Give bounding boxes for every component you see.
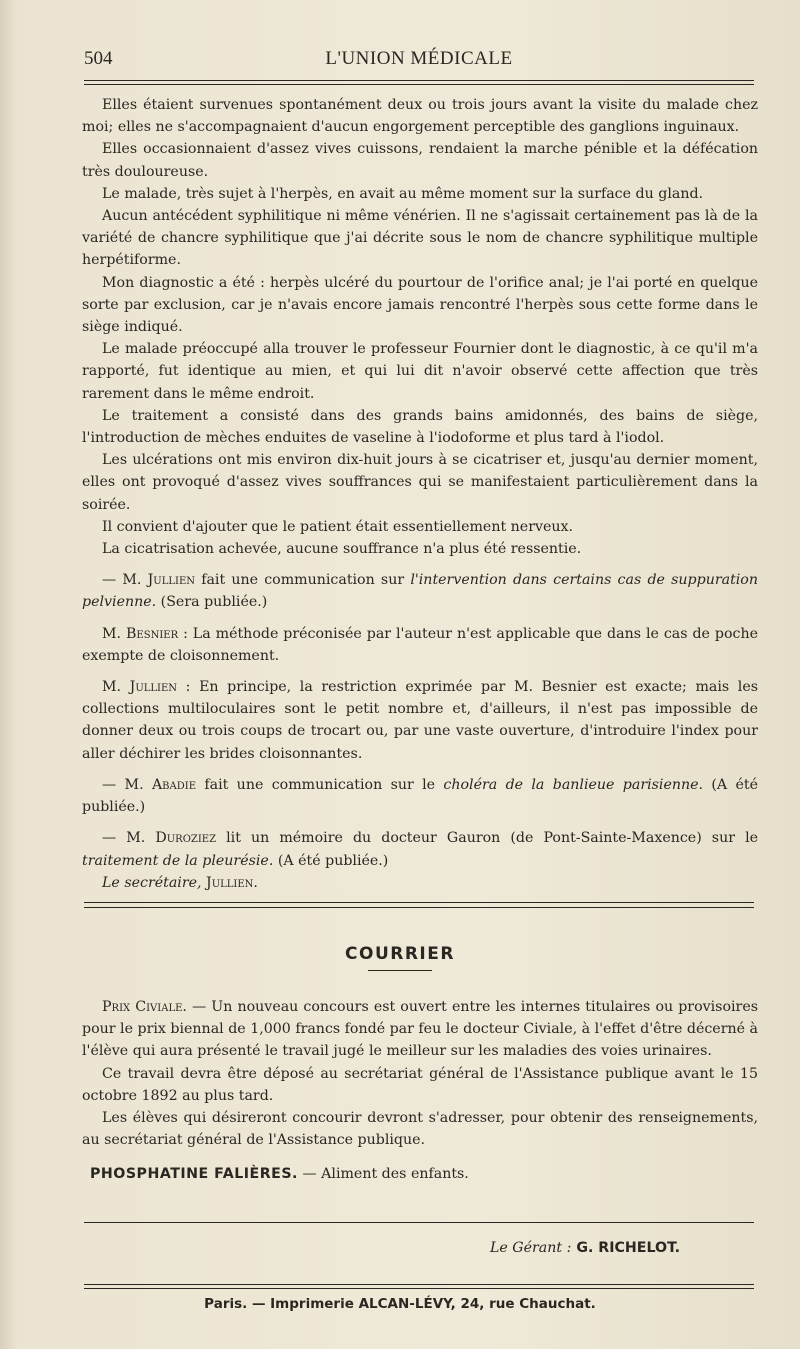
- paragraph: Aucun antécédent syphilitique ni même vénérien. Il ne s'agissait certainement pas là de la variété de chancre syphilitique que j'ai décrite sous le nom de chancre syphilitique multiple herpétiforme.: [82, 208, 758, 269]
- paragraph: Le traitement a consisté dans des grands bains amidonnés, des bains de siège, l'introduction de mèches enduites de vaseline à l'iodoforme et plus tard à l'iodol.: [82, 407, 758, 447]
- section-rule-thin: [84, 907, 754, 908]
- printer-imprint: Paris. — Imprimerie ALCAN-LÉVY, 24, rue Chauchat.: [204, 1296, 596, 1312]
- paragraph: Elles étaient survenues spontanément deux ou trois jours avant la visite du malade chez moi; elles ne s'accompagnaient d'aucun engorgement perceptible des ganglions inguinaux.: [82, 97, 758, 136]
- imprint-rule: [84, 1284, 754, 1285]
- courrier-underline: [368, 970, 432, 971]
- jullien-communication: — M. Jullien fait une communication sur l'intervention dans certains cas de suppuration pelvienne. (Sera publiée.): [82, 572, 758, 611]
- abadie-communication: — M. Abadie fait une communication sur le choléra de la banlieue parisienne. (A été publiée.): [82, 776, 759, 816]
- page-number: 504: [84, 48, 113, 69]
- paragraph: Il convient d'ajouter que le patient était essentiellement nerveux.: [102, 518, 574, 535]
- gerant-signature: Le Gérant : G. RICHELOT.: [489, 1240, 680, 1256]
- paragraph: Les ulcérations ont mis environ dix-huit jours à se cicatriser et, jusqu'au dernier moment, elles ont provoqué d'assez vives souffrances qui se manifestaient particulièrement dans la soirée.: [82, 452, 758, 513]
- communication-title: choléra de la banlieue parisienne.: [443, 776, 704, 793]
- courrier-body: [82, 996, 758, 1186]
- section-rule: [84, 902, 754, 903]
- speaker-name: Jullien: [147, 572, 196, 589]
- speaker-name: Besnier: [126, 625, 179, 642]
- paragraph: Le malade préoccupé alla trouver le professeur Fournier dont le diagnostic, à ce qu'il m'a rapporté, fut identique au mien, et qui lui dit n'avoir observé cette affection que très rarement dans le même endroit.: [82, 341, 758, 402]
- paragraph: Les élèves qui désireront concourir devront s'adresser, pour obtenir des renseignements, au secrétariat général de l'Assistance publique.: [82, 1110, 758, 1149]
- imprint-rule-thin: [84, 1288, 754, 1289]
- page-header: [84, 46, 754, 76]
- paragraph: Elles occasionnaient d'assez vives cuissons, rendaient la marche pénible et la défécation très douloureuse.: [82, 141, 758, 180]
- speaker-name: Duroziez: [155, 830, 217, 847]
- header-rule-thin: [84, 84, 754, 85]
- besnier-remark: M. Besnier : La méthode préconisée par l'auteur n'est applicable que dans le cas de poche exempte de cloisonnement.: [82, 625, 759, 664]
- prix-label: Prix Civiale.: [102, 999, 187, 1015]
- speaker-name: Jullien: [129, 679, 178, 696]
- duroziez-communication: — M. Duroziez lit un mémoire du docteur Gauron (de Pont-Sainte-Maxence) sur le traitement de la pleurésie. (A été publiée.): [82, 830, 758, 869]
- prix-civiale-paragraph: Prix Civiale. — Un nouveau concours est ouvert entre les internes titulaires ou provisoires pour le prix biennal de 1,000 francs fondé par feu le docteur Civiale, à l'effet d'être décerné à l'élève qui aura présenté le travail jugé le meilleur sur les maladies des voies urinaires.: [82, 999, 758, 1060]
- advertisement: PHOSPHATINE FALIÈRES. — Aliment des enfants.: [90, 1166, 469, 1183]
- paragraph: Le malade, très sujet à l'herpès, en avait au même moment sur la surface du gland.: [102, 185, 704, 202]
- secretary-signature: Le secrétaire, Jullien.: [102, 874, 258, 891]
- article-body: [82, 94, 758, 894]
- communication-title: l'intervention dans certains cas de suppuration pelvienne.: [82, 572, 758, 611]
- jullien-reply: M. Jullien : En principe, la restriction exprimée par M. Besnier est exacte; mais les collections multiloculaires sont le petit nombre et, d'ailleurs, il n'est pas impossible de donner deux ou trois coups de trocart ou, par une vaste ouverture, d'introduire l'index pour aller déchirer les brides cloisonnantes.: [82, 679, 758, 762]
- paragraph: Ce travail devra être déposé au secrétariat général de l'Assistance publique avant le 15 octobre 1892 au plus tard.: [82, 1065, 758, 1104]
- paragraph: Mon diagnostic a été : herpès ulcéré du pourtour de l'orifice anal; je l'ai porté en quelque sorte par exclusion, car je n'avais encore jamais rencontré l'herpès sous cette forme dans le siège indiqué.: [82, 274, 758, 336]
- ad-brand: PHOSPHATINE FALIÈRES.: [90, 1166, 298, 1183]
- running-head: L'UNION MÉDICALE: [325, 48, 513, 69]
- footer-rule: [84, 1222, 754, 1223]
- communication-title: traitement de la pleurésie.: [82, 852, 274, 869]
- courrier-heading: COURRIER: [345, 944, 455, 964]
- speaker-name: Abadie: [151, 776, 197, 793]
- paragraph: La cicatrisation achevée, aucune souffrance n'a plus été ressentie.: [102, 541, 582, 558]
- header-rule: [84, 80, 754, 81]
